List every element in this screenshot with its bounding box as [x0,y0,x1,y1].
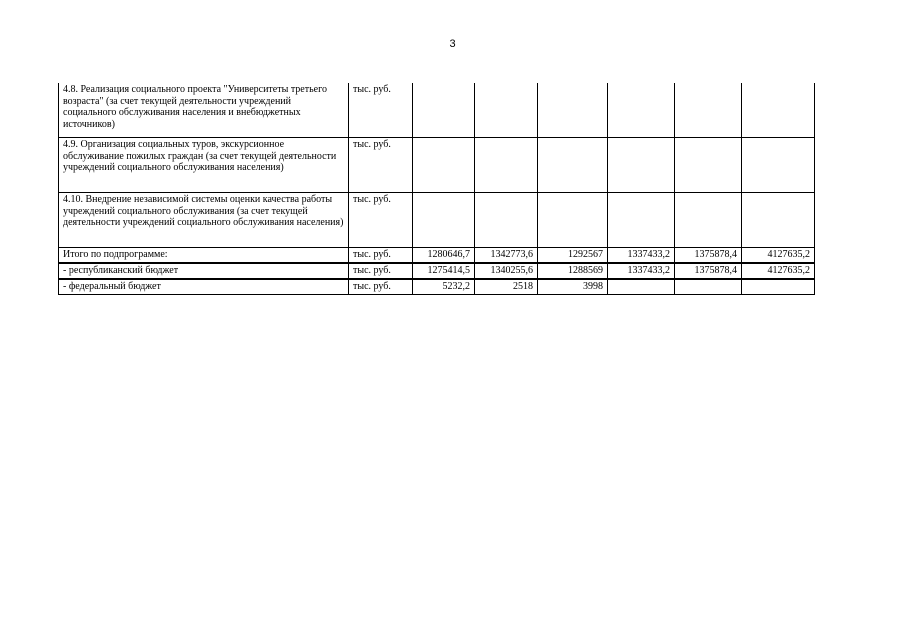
value-cell [475,138,538,193]
value-cell [675,193,742,248]
value-cell [608,83,675,138]
value-cell [475,193,538,248]
value-cell: 2518 [475,280,538,295]
value-cell: 1340255,6 [475,264,538,279]
value-cell [475,83,538,138]
row-name: 4.10. Внедрение независимой системы оценки качества работы учреждений социального обслуживания (за счет текущей деятельности учреждений социального обслуживания населения) [59,193,349,248]
table-row-total [59,248,815,263]
row-unit: тыс. руб. [349,83,413,138]
value-cell [538,83,608,138]
value-cell [608,280,675,295]
value-cell [538,138,608,193]
value-cell: 1337433,2 [608,264,675,279]
value-cell [742,83,815,138]
value-cell: 3998 [538,280,608,295]
table-row [59,138,815,193]
value-cell [742,138,815,193]
value-cell [413,83,475,138]
value-cell [675,280,742,295]
row-name: Итого по подпрограмме: [59,248,349,263]
value-cell: 4127635,2 [742,264,815,279]
value-cell [675,138,742,193]
table-row [59,193,815,248]
value-cell [538,193,608,248]
table-row [59,264,815,279]
value-cell [608,138,675,193]
row-name: - республиканский бюджет [59,264,349,279]
value-cell: 1375878,4 [675,264,742,279]
value-cell: 1337433,2 [608,248,675,263]
value-cell [742,193,815,248]
row-unit: тыс. руб. [349,264,413,279]
value-cell [675,83,742,138]
value-cell [742,280,815,295]
value-cell [413,193,475,248]
value-cell [413,138,475,193]
row-name: 4.8. Реализация социального проекта "Университеты третьего возраста" (за счет текущей деятельности учреждений социального обслуживания населения и внебюджетных источников) [59,83,349,138]
value-cell: 4127635,2 [742,248,815,263]
row-name: 4.9. Организация социальных туров, экскурсионное обслуживание пожилых граждан (за счет текущей деятельности учреждений социального обслуживания населения) [59,138,349,193]
table-row [59,83,815,138]
value-cell: 1280646,7 [413,248,475,263]
row-unit: тыс. руб. [349,248,413,263]
value-cell: 1275414,5 [413,264,475,279]
row-unit: тыс. руб. [349,280,413,295]
value-cell: 1342773,6 [475,248,538,263]
table-row [59,280,815,295]
value-cell: 5232,2 [413,280,475,295]
value-cell: 1288569 [538,264,608,279]
budget-table [58,83,815,295]
row-unit: тыс. руб. [349,138,413,193]
row-name: - федеральный бюджет [59,280,349,295]
value-cell [608,193,675,248]
page-number: 3 [449,38,456,50]
value-cell: 1292567 [538,248,608,263]
row-unit: тыс. руб. [349,193,413,248]
value-cell: 1375878,4 [675,248,742,263]
